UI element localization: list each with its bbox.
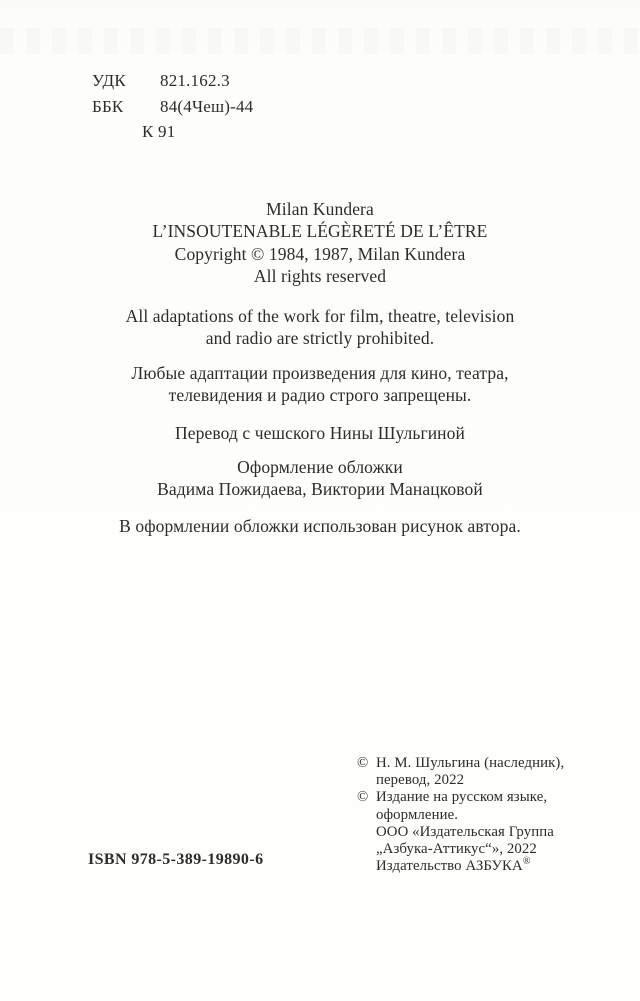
adaptation-ru-line1: Любые адаптации произведения для кино, театра,: [131, 363, 509, 383]
bbk-line: [92, 94, 253, 120]
adaptation-notice-en: [0, 305, 640, 350]
adaptation-en-line1: All adaptations of the work for film, theatre, television: [125, 306, 515, 326]
cover-design-line1: Оформление обложки: [237, 457, 403, 477]
copyright-block: [357, 755, 564, 875]
copyright-item-publisher: [357, 789, 564, 875]
scan-noise-band: [0, 28, 640, 54]
copyright-item-translator-lines: [376, 755, 564, 789]
copyright-publisher-line3: ООО «Издательская Группа: [376, 823, 554, 840]
cover-design-credit: [0, 456, 640, 501]
copyright-publisher-line4: „Азбука-Аттикус“», 2022: [376, 841, 537, 858]
copyright-publisher-line5: [376, 858, 554, 875]
original-title: L’INSOUTENABLE LÉGÈRETÉ DE L’ÊTRE: [152, 221, 488, 242]
copyright-publisher-line1: Издание на русском языке,: [376, 789, 548, 806]
copyright-symbol: ©: [357, 789, 369, 806]
udk-label: УДК: [92, 71, 126, 90]
copyright-symbol: ©: [357, 755, 369, 771]
registered-trademark-mark: ®: [522, 856, 531, 868]
title-block: [0, 198, 640, 287]
translation-credit: Перевод с чешского Нины Шульгиной: [175, 423, 465, 443]
adaptation-en-line2: and radio are strictly prohibited.: [205, 328, 435, 349]
isbn-line: ISBN 978-5-389-19890-6: [88, 851, 264, 868]
bbk-label: ББК: [92, 96, 124, 116]
copyright-item-translator: [357, 755, 564, 789]
copyright-translator-line2: перевод, 2022: [376, 772, 465, 789]
udk-line: [92, 68, 253, 94]
author-name: Milan Kundera: [266, 199, 374, 219]
copyright-item-publisher-lines: [376, 789, 554, 875]
author-sign-line: К 91: [142, 122, 176, 141]
bbk-value: 84(4Чеш)-44: [160, 96, 254, 116]
adaptation-ru-line2: телевидения и радио строго запрещены.: [168, 385, 472, 406]
publisher-name: Издательство АЗБУКА: [376, 858, 523, 875]
classification-block: [92, 68, 253, 145]
copyright-translator-line1: Н. М. Шульгина (наследник),: [376, 755, 565, 771]
copyright-line: Copyright © 1984, 1987, Milan Kundera: [174, 243, 466, 264]
adaptation-notice-ru: [0, 362, 640, 407]
copyright-publisher-line2: оформление.: [376, 806, 459, 823]
cover-art-note: В оформлении обложки использован рисунок автора.: [119, 516, 521, 536]
rights-line: All rights reserved: [253, 265, 387, 286]
udk-value: 821.162.3: [160, 71, 230, 90]
cover-design-line2: Вадима Пожидаева, Виктории Манацковой: [157, 479, 483, 500]
